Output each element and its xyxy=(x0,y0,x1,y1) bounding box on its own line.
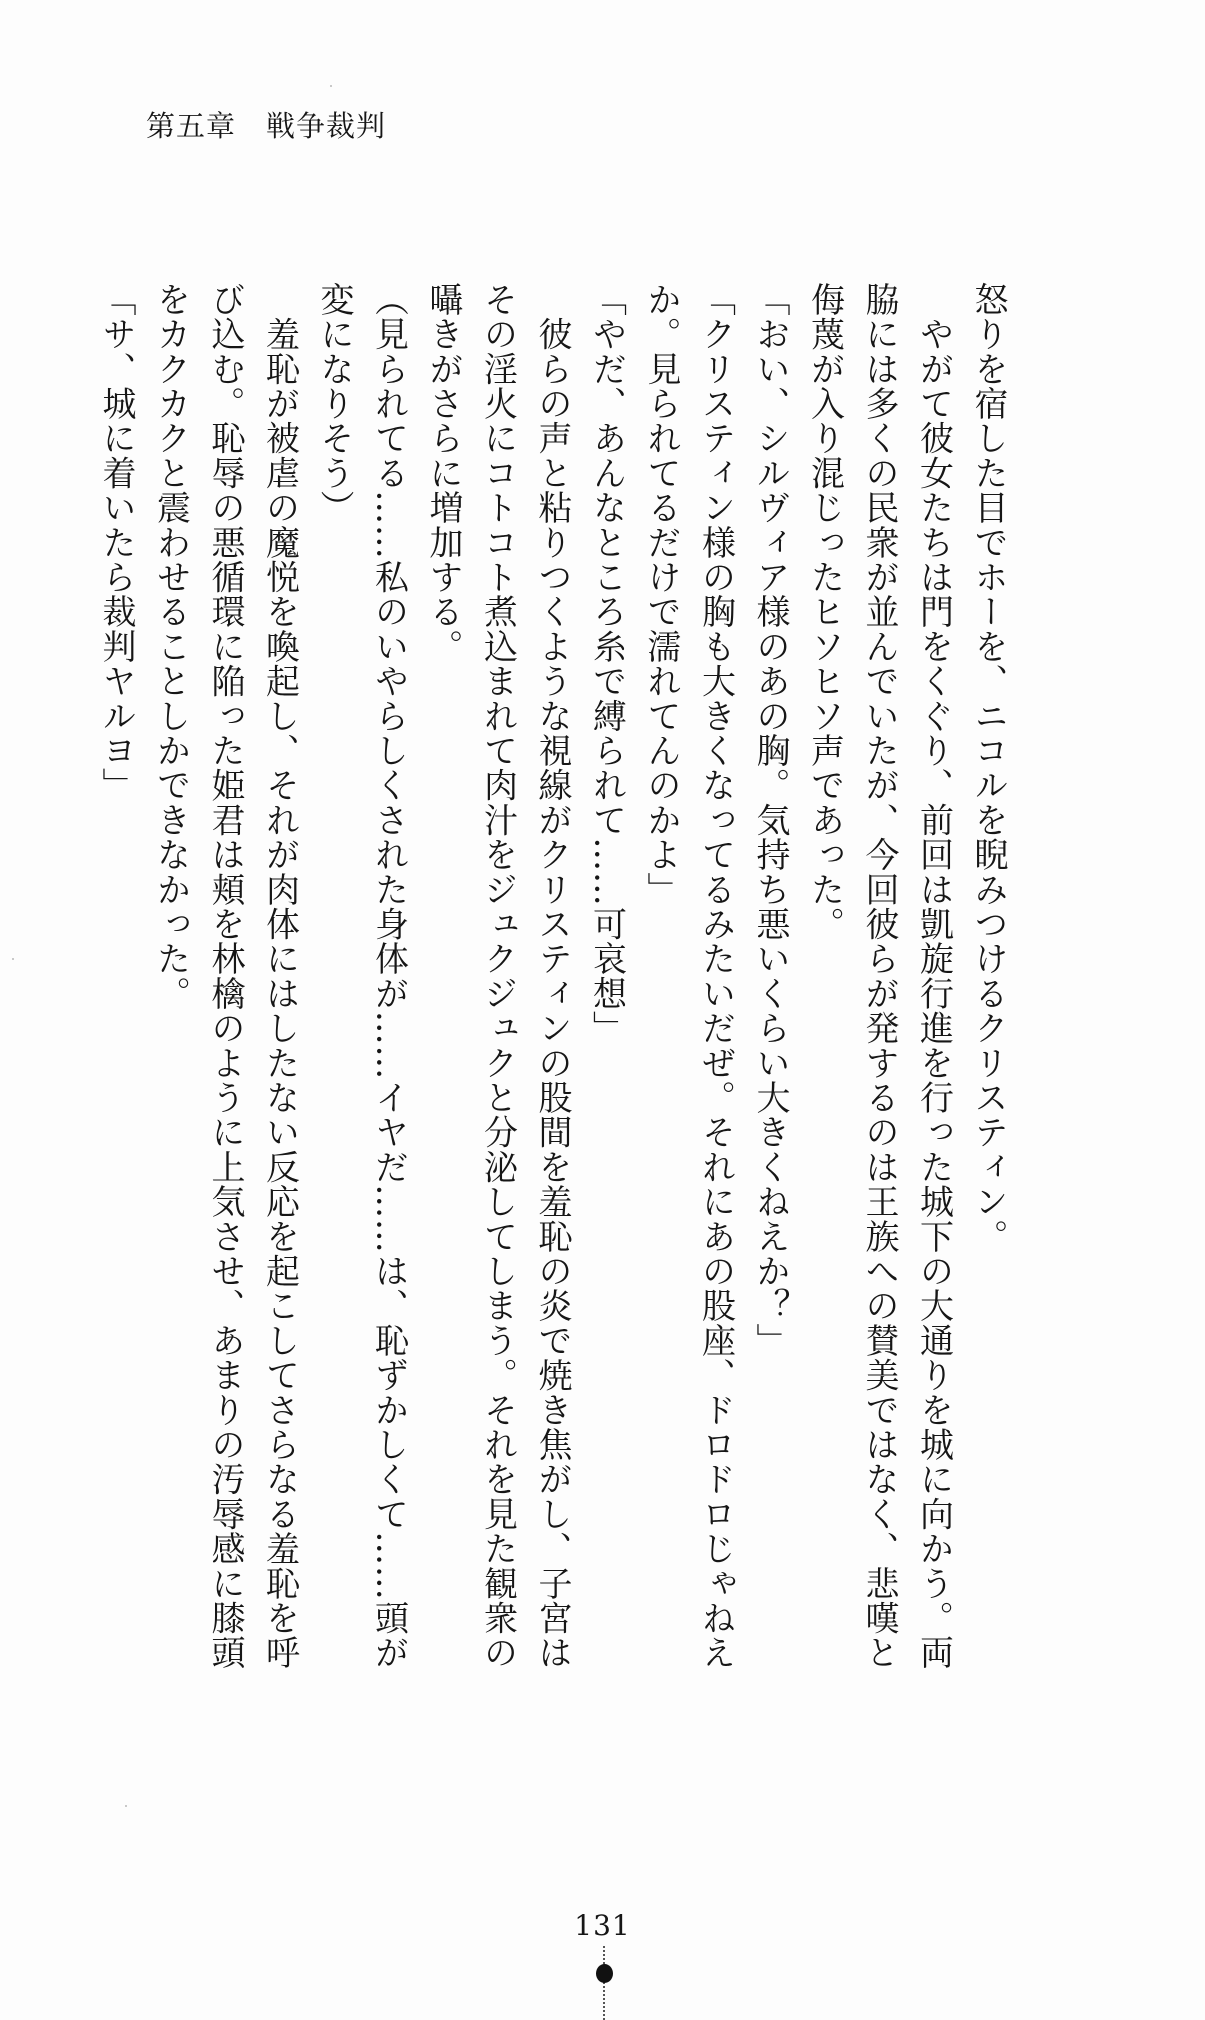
text-line: 変になりそう） xyxy=(314,282,354,525)
chapter-running-head: 第五章 戦争裁判 xyxy=(146,109,387,143)
text-line: 侮蔑が入り混じったヒソヒソ声であった。 xyxy=(804,282,845,942)
text-line: 羞恥が被虐の魔悦を喚起し、それが肉体にはしたない反応を起こしてさらなる羞恥を呼 xyxy=(259,282,300,1670)
text-line: び込む。恥辱の悪循環に陥った姫君は頬を林檎のように上気させ、あまりの汚辱感に膝頭 xyxy=(205,282,245,1670)
text-line: 囁きがさらに増加する。 xyxy=(423,282,463,664)
text-line: 彼らの声と粘りつくような視線がクリスティンの股間を羞恥の炎で焼き焦がし、子宮は xyxy=(532,282,572,1670)
page-marker-dot xyxy=(596,1964,613,1983)
scan-speck xyxy=(330,85,332,87)
text-line: 「サ、城に着いたら裁判ヤルヨ」 xyxy=(96,282,136,803)
text-line: か。見られてるだけで濡れてんのかよ」 xyxy=(641,282,681,907)
text-line: （見られてる……私のいやらしくされた身体が……イヤだ……は、恥ずかしくて……頭が xyxy=(368,282,409,1670)
text-line: やがて彼女たちは門をくぐり、前回は凱旋行進を行った城下の大通りを城に向かう。両 xyxy=(913,282,954,1670)
text-line: 「おい、シルヴィア様のあの胸。気持ち悪いくらい大きくねえか？」 xyxy=(750,282,790,1358)
text-line: その淫火にコトコト煮込まれて肉汁をジュクジュクと分泌してしまう。それを見た観衆の xyxy=(477,282,518,1670)
dotted-rule-ornament xyxy=(603,1946,605,2020)
text-line: をカクカクと震わせることしかできなかった。 xyxy=(150,282,191,1011)
scan-speck xyxy=(125,1805,127,1807)
text-line: 脇には多くの民衆が並んでいたが、今回彼らが発するのは王族への賛美ではなく、悲嘆と xyxy=(859,282,899,1670)
scan-speck xyxy=(12,958,14,960)
page-number: 131 xyxy=(574,1909,631,1942)
vertical-body-text xyxy=(89,282,1016,1692)
text-line: 「やだ、あんなところ糸で縛られて……可哀想」 xyxy=(586,282,627,1046)
text-line: 「クリスティン様の胸も大きくなってるみたいだぜ。それにあの股座、ドロドロじゃねえ xyxy=(695,282,736,1670)
text-line: 怒りを宿した目でホーを、ニコルを睨みつけるクリスティン。 xyxy=(968,282,1008,1254)
